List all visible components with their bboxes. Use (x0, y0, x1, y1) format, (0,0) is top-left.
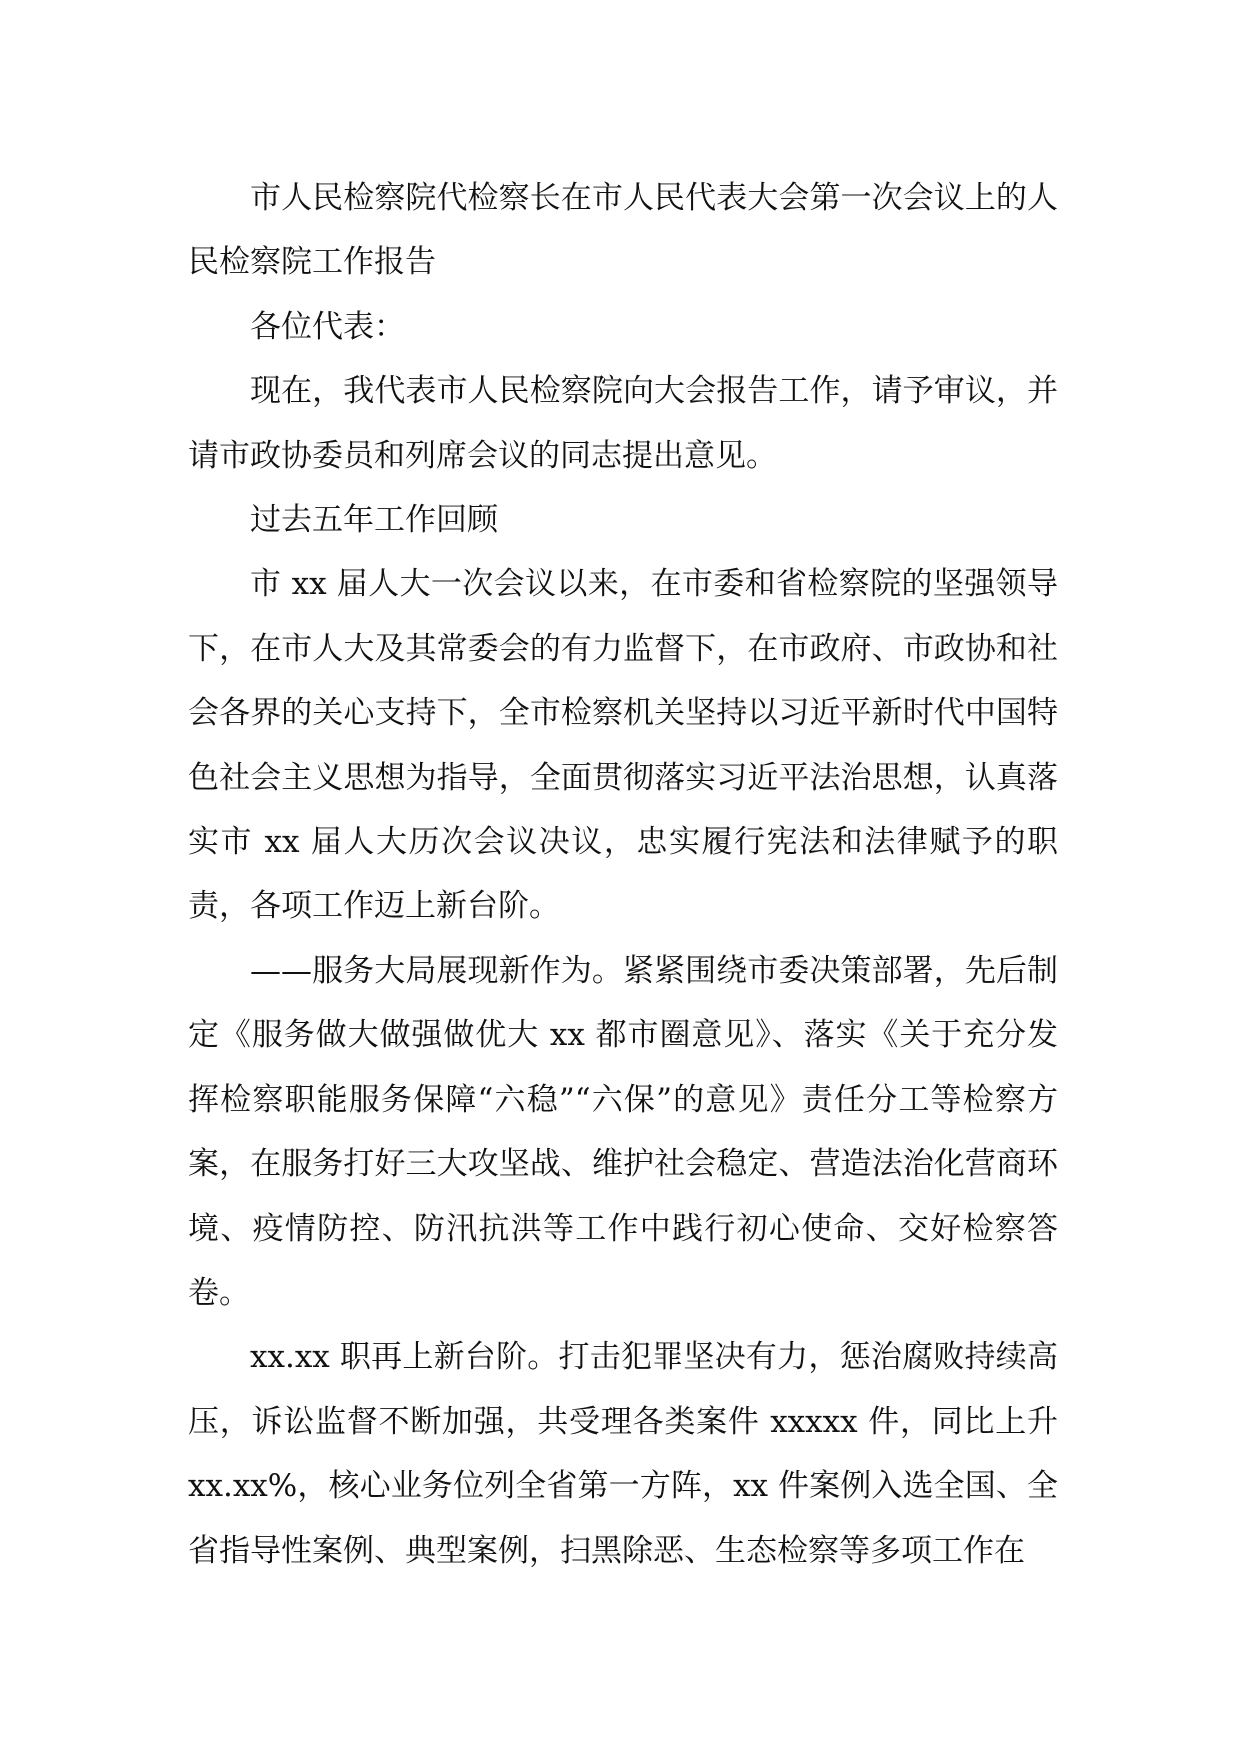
document-body (188, 166, 1058, 1583)
body-paragraph: ——服务大局展现新作为。紧紧围绕市委决策部署，先后制定《服务做大做强做优大 xx 都市圈意见》、落实《关于充分发挥检察职能服务保障“六稳”“六保”的意见》责任分工等检察方案，在服务打好三大攻坚战、维护社会稳定、营造法治化营商环境、疫情防控、防汛抗洪等工作中践行初心使命、交好检察答卷。 (188, 952, 1058, 1311)
report-title: 市人民检察院代检察长在市人民代表大会第一次会议上的人民检察院工作报告 (188, 180, 1058, 281)
body-paragraph: 市 xx 届人大一次会议以来，在市委和省检察院的坚强领导下，在市人大及其常委会的有力监督下，在市政府、市政协和社会各界的关心支持下，全市检察机关坚持以习近平新时代中国特色社会主义思想为指导，全面贯彻落实习近平法治思想，认真落实市 xx 届人大历次会议决议，忠实履行宪法和法律赋予的职责，各项工作迈上新台阶。 (188, 566, 1058, 925)
section-heading: 过去五年工作回顾 (250, 502, 498, 539)
opening-paragraph: 现在，我代表市人民检察院向大会报告工作，请予审议，并请市政协委员和列席会议的同志提出意见。 (188, 373, 1058, 474)
salutation: 各位代表： (250, 308, 405, 345)
body-paragraph: xx.xx 职再上新台阶。打击犯罪坚决有力，惩治腐败持续高压，诉讼监督不断加强，共受理各类案件 xxxxx 件，同比上升 xx.xx%，核心业务位列全省第一方阵，xx 件案例入选全国、全省指导性案例、典型案例，扫黑除恶、生态检察等多项工作在 (188, 1339, 1058, 1569)
